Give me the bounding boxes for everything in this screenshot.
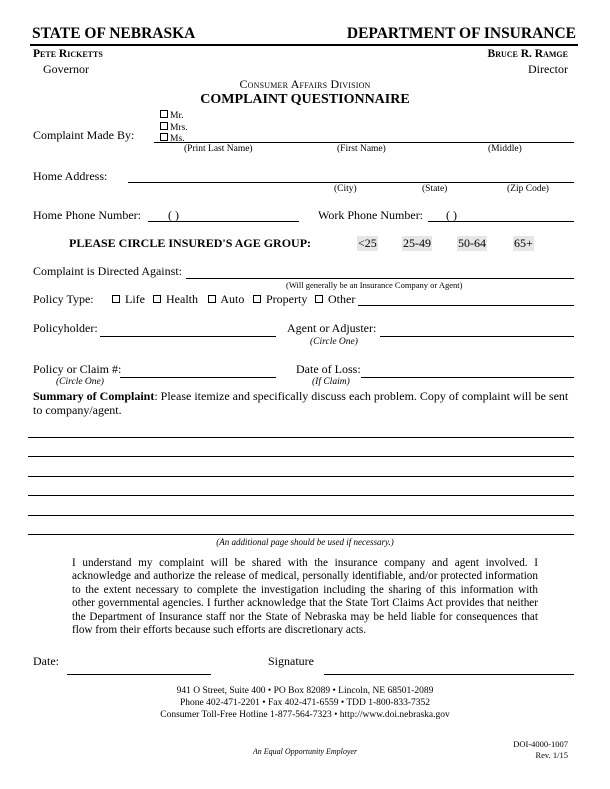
summary-line[interactable] — [28, 476, 574, 477]
state-title: STATE OF NEBRASKA — [32, 25, 196, 42]
checkbox-icon[interactable] — [153, 295, 161, 303]
checkbox-icon[interactable] — [208, 295, 216, 303]
policyholder-line[interactable] — [100, 336, 276, 337]
policy-type-other-line[interactable] — [358, 305, 574, 306]
checkbox-icon[interactable] — [112, 295, 120, 303]
policy-type-property[interactable]: Property — [253, 292, 307, 307]
date-of-loss-note: (If Claim) — [312, 377, 350, 387]
age-option-50-64[interactable]: 50-64 — [458, 236, 486, 250]
age-option-25-49[interactable]: 25-49 — [403, 236, 431, 250]
signature-label: Signature — [268, 654, 314, 668]
salutation-options — [160, 110, 188, 145]
state-caption: (State) — [422, 184, 448, 194]
directed-against-label: Complaint is Directed Against: — [33, 264, 182, 278]
summary-line[interactable] — [28, 495, 574, 496]
governor-title: Governor — [43, 62, 89, 76]
footer-phone: Phone 402-471-2201 • Fax 402-471-6559 • TDD 1-800-833-7352 — [179, 698, 431, 708]
directed-against-line[interactable] — [186, 278, 574, 279]
date-label: Date: — [33, 654, 59, 668]
age-group-label: PLEASE CIRCLE INSURED'S AGE GROUP: — [69, 236, 312, 250]
work-phone-label: Work Phone Number: — [318, 208, 424, 222]
policy-type-other[interactable]: Other — [315, 292, 355, 307]
summary-note: (An additional page should be used if necessary.) — [216, 537, 394, 547]
home-address-line[interactable] — [128, 182, 574, 183]
agent-adjuster-note: (Circle One) — [310, 337, 358, 347]
summary-instructions: : Please itemize and specifically discuss each problem. Copy of complaint will be sent — [154, 389, 569, 403]
director-title: Director — [528, 62, 568, 76]
date-of-loss-label: Date of Loss: — [296, 362, 361, 376]
age-option-under-25[interactable]: <25 — [358, 236, 377, 250]
work-phone-area: ( ) — [446, 208, 457, 222]
salutation-mrs[interactable]: Mrs. — [160, 122, 188, 134]
zip-caption: (Zip Code) — [507, 184, 549, 194]
footer-address: 941 O Street, Suite 400 • PO Box 82089 • Lincoln, NE 68501-2089 — [176, 686, 434, 696]
checkbox-icon[interactable] — [160, 110, 168, 118]
home-phone-area: ( ) — [168, 208, 179, 222]
governor-name: Pete Ricketts — [33, 48, 103, 60]
summary-label: Summary of Complaint — [33, 389, 155, 403]
footer-hotline: Consumer Toll-Free Hotline 1-877-564-7323 • http://www.doi.nebraska.gov — [160, 710, 450, 720]
salutation-mr[interactable]: Mr. — [160, 110, 188, 122]
header-rule — [30, 44, 578, 46]
city-caption: (City) — [334, 184, 357, 194]
director-name: Bruce R. Ramge — [487, 48, 568, 60]
policy-claim-note: (Circle One) — [56, 377, 104, 387]
department-title: DEPARTMENT OF INSURANCE — [346, 25, 576, 42]
checkbox-icon[interactable] — [160, 122, 168, 130]
signature-line[interactable] — [324, 674, 574, 675]
summary-line[interactable] — [28, 515, 574, 516]
division-name: Consumer Affairs Division — [239, 77, 371, 91]
summary-line[interactable] — [28, 456, 574, 457]
summary-prompt — [33, 389, 568, 404]
policy-claim-line[interactable] — [120, 377, 276, 378]
last-name-caption: (Print Last Name) — [184, 144, 253, 154]
middle-name-caption: (Middle) — [488, 144, 522, 154]
work-phone-line[interactable] — [428, 221, 574, 222]
agent-adjuster-line[interactable] — [380, 336, 574, 337]
checkbox-icon[interactable] — [315, 295, 323, 303]
summary-instructions-cont: to company/agent. — [33, 403, 122, 417]
salutation-ms[interactable]: Ms. — [160, 133, 188, 145]
policy-claim-label: Policy or Claim #: — [33, 362, 122, 376]
summary-line[interactable] — [28, 437, 574, 438]
checkbox-icon[interactable] — [160, 133, 168, 141]
policy-type-health[interactable]: Health — [153, 292, 198, 307]
home-phone-label: Home Phone Number: — [33, 208, 141, 222]
date-of-loss-line[interactable] — [361, 377, 574, 378]
policy-type-auto[interactable]: Auto — [208, 292, 244, 307]
policy-type-life[interactable]: Life — [112, 292, 145, 307]
home-phone-line[interactable] — [148, 221, 299, 222]
form-number: DOI-4000-1007 — [513, 739, 568, 749]
equal-opportunity-note: An Equal Opportunity Employer — [252, 747, 358, 756]
directed-against-note: (Will generally be an Insurance Company or Agent) — [286, 280, 463, 290]
home-address-label: Home Address: — [33, 169, 108, 183]
checkbox-icon[interactable] — [253, 295, 261, 303]
agent-adjuster-label: Agent or Adjuster: — [287, 321, 377, 335]
complainant-name-line[interactable] — [154, 142, 574, 143]
summary-line[interactable] — [28, 534, 574, 535]
form-revision: Rev. 1/15 — [535, 750, 568, 760]
age-option-65-plus[interactable]: 65+ — [514, 236, 533, 250]
complaint-made-by-label: Complaint Made By: — [33, 128, 135, 142]
policy-type-label: Policy Type: — [33, 292, 94, 306]
form-title: COMPLAINT QUESTIONNAIRE — [200, 92, 410, 107]
policyholder-label: Policyholder: — [33, 321, 98, 335]
first-name-caption: (First Name) — [337, 144, 386, 154]
acknowledgment-statement: I understand my complaint will be shared with the insurance company and agent involved. I acknowledge and authorize the release of medical, personally identifiable, and/or protected information to the extent necessary to complete the investigation including the sharing of this information with other governmental agencies. I further acknowledge that the State Tort Claims Act provides that neither the Department of Insurance staff nor the State of Nebraska may be held liable for consequences that flow from their efforts because such efforts are discretionary acts. — [72, 557, 538, 637]
date-line[interactable] — [67, 674, 211, 675]
